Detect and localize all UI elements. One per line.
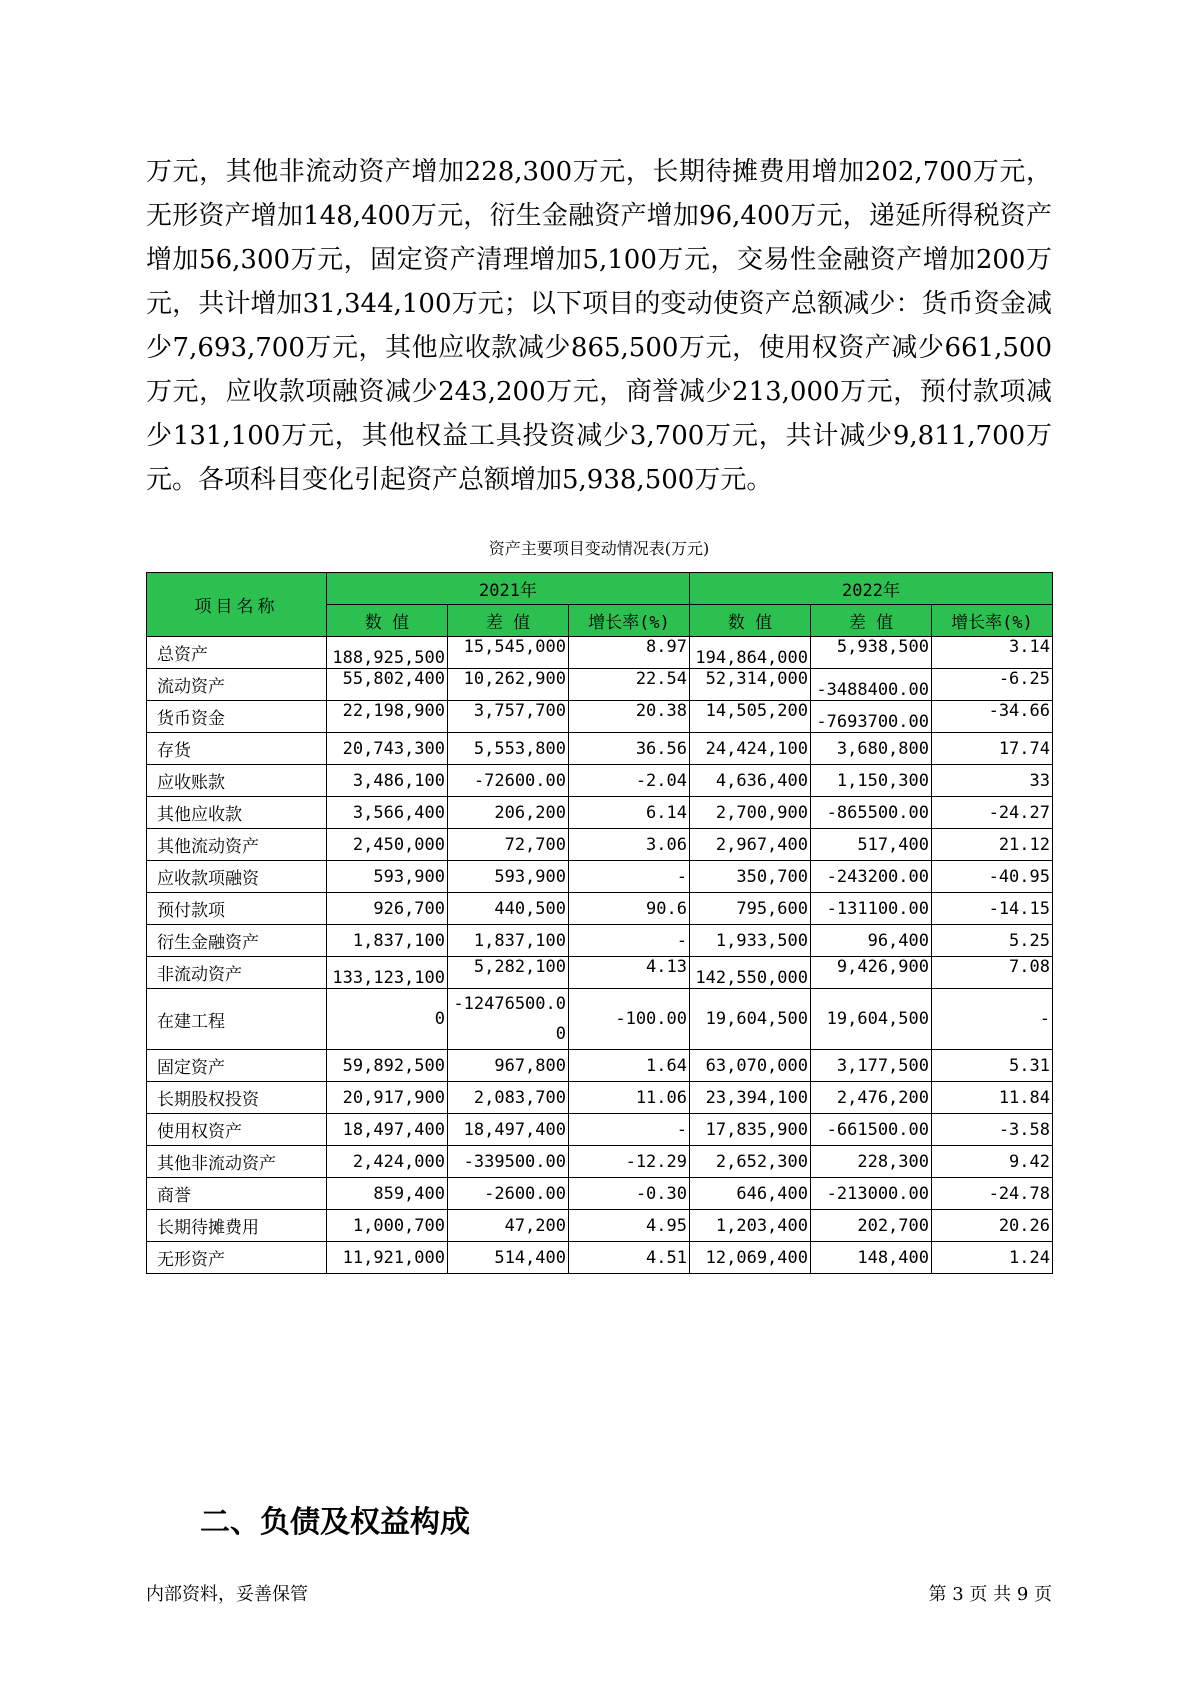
- cell-diff-2022: 517,400: [811, 829, 932, 861]
- cell-diff-2022: 228,300: [811, 1146, 932, 1178]
- cell-rate-2022: 11.84: [932, 1082, 1053, 1114]
- cell-diff-2022: -7693700.00: [811, 701, 932, 733]
- header-year-2022: 2022年: [690, 573, 1053, 605]
- table-row: [147, 1146, 1053, 1178]
- cell-diff-2021: -339500.00: [448, 1146, 569, 1178]
- cell-rate-2022: 5.31: [932, 1050, 1053, 1082]
- header-col-rate-2021: 增长率(%): [569, 605, 690, 637]
- cell-diff-2021: -2600.00: [448, 1178, 569, 1210]
- cell-rate-2022: 20.26: [932, 1210, 1053, 1242]
- cell-rate-2022: -34.66: [932, 701, 1053, 733]
- cell-rate-2021: 4.51: [569, 1242, 690, 1274]
- cell-diff-2022: 3,177,500: [811, 1050, 932, 1082]
- cell-diff-2021: 1,837,100: [448, 925, 569, 957]
- cell-rate-2022: 3.14: [932, 637, 1053, 669]
- row-label: 存货: [147, 733, 327, 765]
- cell-diff-2021: 593,900: [448, 861, 569, 893]
- header-col-value-2021: 数 值: [327, 605, 448, 637]
- cell-value-2021: 59,892,500: [327, 1050, 448, 1082]
- row-label: 固定资产: [147, 1050, 327, 1082]
- header-col-value-2022: 数 值: [690, 605, 811, 637]
- table-row: [147, 925, 1053, 957]
- cell-value-2021: 3,566,400: [327, 797, 448, 829]
- row-label: 其他应收款: [147, 797, 327, 829]
- header-col-rate-2022: 增长率(%): [932, 605, 1053, 637]
- cell-rate-2022: -6.25: [932, 669, 1053, 701]
- cell-value-2022: 19,604,500: [690, 989, 811, 1050]
- table-row: [147, 1242, 1053, 1274]
- header-item-name: 项目名称: [147, 573, 327, 637]
- cell-value-2021: 20,917,900: [327, 1082, 448, 1114]
- cell-diff-2022: -661500.00: [811, 1114, 932, 1146]
- cell-diff-2021: 514,400: [448, 1242, 569, 1274]
- cell-diff-2022: 202,700: [811, 1210, 932, 1242]
- cell-value-2022: 2,700,900: [690, 797, 811, 829]
- header-col-diff-2022: 差 值: [811, 605, 932, 637]
- cell-value-2021: 20,743,300: [327, 733, 448, 765]
- table-row: [147, 797, 1053, 829]
- cell-value-2022: 63,070,000: [690, 1050, 811, 1082]
- header-col-diff-2021: 差 值: [448, 605, 569, 637]
- cell-diff-2022: -213000.00: [811, 1178, 932, 1210]
- cell-value-2022: 17,835,900: [690, 1114, 811, 1146]
- cell-diff-2021: 18,497,400: [448, 1114, 569, 1146]
- row-label: 在建工程: [147, 989, 327, 1050]
- cell-value-2021: 593,900: [327, 861, 448, 893]
- cell-diff-2022: 9,426,900: [811, 957, 932, 989]
- cell-diff-2021: -12476500.00: [448, 989, 569, 1050]
- cell-rate-2022: 17.74: [932, 733, 1053, 765]
- cell-value-2021: 859,400: [327, 1178, 448, 1210]
- cell-rate-2021: 22.54: [569, 669, 690, 701]
- row-label: 应收款项融资: [147, 861, 327, 893]
- table-row: [147, 765, 1053, 797]
- cell-diff-2022: -131100.00: [811, 893, 932, 925]
- cell-diff-2022: 3,680,800: [811, 733, 932, 765]
- cell-diff-2021: 10,262,900: [448, 669, 569, 701]
- cell-rate-2022: 7.08: [932, 957, 1053, 989]
- cell-rate-2021: -2.04: [569, 765, 690, 797]
- cell-rate-2021: 8.97: [569, 637, 690, 669]
- row-label: 无形资产: [147, 1242, 327, 1274]
- cell-diff-2021: 440,500: [448, 893, 569, 925]
- row-label: 应收账款: [147, 765, 327, 797]
- cell-rate-2022: -40.95: [932, 861, 1053, 893]
- cell-rate-2022: 9.42: [932, 1146, 1053, 1178]
- cell-rate-2021: 90.6: [569, 893, 690, 925]
- cell-value-2022: 795,600: [690, 893, 811, 925]
- table-row: [147, 861, 1053, 893]
- cell-value-2021: 2,450,000: [327, 829, 448, 861]
- table-row: [147, 957, 1053, 989]
- cell-diff-2022: -865500.00: [811, 797, 932, 829]
- cell-value-2022: 194,864,000: [690, 637, 811, 669]
- cell-value-2021: 1,837,100: [327, 925, 448, 957]
- cell-diff-2022: 5,938,500: [811, 637, 932, 669]
- cell-diff-2021: 5,282,100: [448, 957, 569, 989]
- cell-diff-2022: 1,150,300: [811, 765, 932, 797]
- cell-rate-2021: -: [569, 1114, 690, 1146]
- cell-rate-2022: -24.78: [932, 1178, 1053, 1210]
- row-label: 衍生金融资产: [147, 925, 327, 957]
- row-label: 总资产: [147, 637, 327, 669]
- row-label: 其他非流动资产: [147, 1146, 327, 1178]
- cell-value-2022: 1,203,400: [690, 1210, 811, 1242]
- cell-value-2022: 1,933,500: [690, 925, 811, 957]
- row-label: 非流动资产: [147, 957, 327, 989]
- cell-value-2022: 350,700: [690, 861, 811, 893]
- cell-diff-2021: 5,553,800: [448, 733, 569, 765]
- section-title: 二、负债及权益构成: [200, 1505, 470, 1540]
- table-row: [147, 1210, 1053, 1242]
- table-row: [147, 733, 1053, 765]
- cell-diff-2022: 19,604,500: [811, 989, 932, 1050]
- cell-rate-2021: -: [569, 861, 690, 893]
- cell-value-2021: 133,123,100: [327, 957, 448, 989]
- cell-value-2021: 2,424,000: [327, 1146, 448, 1178]
- cell-diff-2021: 206,200: [448, 797, 569, 829]
- cell-diff-2021: 967,800: [448, 1050, 569, 1082]
- table-row: [147, 1114, 1053, 1146]
- cell-value-2022: 142,550,000: [690, 957, 811, 989]
- table-row: [147, 893, 1053, 925]
- cell-value-2021: 0: [327, 989, 448, 1050]
- cell-rate-2022: 5.25: [932, 925, 1053, 957]
- table-row: [147, 1082, 1053, 1114]
- cell-diff-2022: 2,476,200: [811, 1082, 932, 1114]
- cell-rate-2021: -: [569, 925, 690, 957]
- asset-change-table: [146, 572, 1053, 1274]
- row-label: 流动资产: [147, 669, 327, 701]
- cell-rate-2021: -12.29: [569, 1146, 690, 1178]
- cell-diff-2022: -243200.00: [811, 861, 932, 893]
- cell-rate-2021: -100.00: [569, 989, 690, 1050]
- cell-rate-2022: 33: [932, 765, 1053, 797]
- cell-rate-2021: 20.38: [569, 701, 690, 733]
- row-label: 预付款项: [147, 893, 327, 925]
- cell-value-2021: 3,486,100: [327, 765, 448, 797]
- table-row: [147, 701, 1053, 733]
- table-row: [147, 989, 1053, 1050]
- row-label: 其他流动资产: [147, 829, 327, 861]
- cell-rate-2021: 4.13: [569, 957, 690, 989]
- table-row: [147, 669, 1053, 701]
- cell-value-2022: 23,394,100: [690, 1082, 811, 1114]
- cell-value-2022: 2,652,300: [690, 1146, 811, 1178]
- cell-rate-2021: 4.95: [569, 1210, 690, 1242]
- cell-rate-2022: -: [932, 989, 1053, 1050]
- table-row: [147, 1050, 1053, 1082]
- cell-rate-2022: -24.27: [932, 797, 1053, 829]
- cell-rate-2021: 36.56: [569, 733, 690, 765]
- cell-rate-2021: 6.14: [569, 797, 690, 829]
- cell-value-2022: 646,400: [690, 1178, 811, 1210]
- cell-diff-2021: 72,700: [448, 829, 569, 861]
- row-label: 长期股权投资: [147, 1082, 327, 1114]
- table-row: [147, 829, 1053, 861]
- cell-rate-2022: -14.15: [932, 893, 1053, 925]
- cell-rate-2022: 21.12: [932, 829, 1053, 861]
- cell-value-2021: 1,000,700: [327, 1210, 448, 1242]
- cell-rate-2021: -0.30: [569, 1178, 690, 1210]
- cell-diff-2022: 96,400: [811, 925, 932, 957]
- cell-rate-2022: 1.24: [932, 1242, 1053, 1274]
- cell-value-2022: 12,069,400: [690, 1242, 811, 1274]
- cell-rate-2021: 11.06: [569, 1082, 690, 1114]
- cell-value-2021: 188,925,500: [327, 637, 448, 669]
- table-row: [147, 637, 1053, 669]
- cell-value-2021: 11,921,000: [327, 1242, 448, 1274]
- cell-diff-2021: 2,083,700: [448, 1082, 569, 1114]
- cell-value-2022: 52,314,000: [690, 669, 811, 701]
- cell-diff-2022: -3488400.00: [811, 669, 932, 701]
- row-label: 长期待摊费用: [147, 1210, 327, 1242]
- page-number: 第 3 页 共 9 页: [928, 1584, 1052, 1605]
- cell-value-2022: 14,505,200: [690, 701, 811, 733]
- cell-value-2021: 926,700: [327, 893, 448, 925]
- cell-rate-2022: -3.58: [932, 1114, 1053, 1146]
- cell-diff-2021: -72600.00: [448, 765, 569, 797]
- row-label: 商誉: [147, 1178, 327, 1210]
- cell-rate-2021: 3.06: [569, 829, 690, 861]
- table-row: [147, 1178, 1053, 1210]
- cell-value-2022: 2,967,400: [690, 829, 811, 861]
- cell-diff-2021: 15,545,000: [448, 637, 569, 669]
- cell-value-2021: 55,802,400: [327, 669, 448, 701]
- footer-confidential-note: 内部资料，妥善保管: [146, 1584, 308, 1605]
- cell-diff-2022: 148,400: [811, 1242, 932, 1274]
- row-label: 使用权资产: [147, 1114, 327, 1146]
- table-caption: 资产主要项目变动情况表(万元): [488, 539, 710, 558]
- row-label: 货币资金: [147, 701, 327, 733]
- cell-value-2022: 24,424,100: [690, 733, 811, 765]
- body-paragraph: 万元，其他非流动资产增加228,300万元，长期待摊费用增加202,700万元，无形资产增加148,400万元，衍生金融资产增加96,400万元，递延所得税资产增加56,300万元，固定资产清理增加5,100万元，交易性金融资产增加200万元，共计增加31,344,100万元；以下项目的变动使资产总额减少：货币资金减少7,693,700万元，其他应收款减少865,500万元，使用权资产减少661,500万元，应收款项融资减少243,200万元，商誉减少213,000万元，预付款项减少131,100万元，其他权益工具投资减少3,700万元，共计减少9,811,700万元。各项科目变化引起资产总额增加5,938,500万元。: [146, 157, 1052, 495]
- cell-value-2021: 22,198,900: [327, 701, 448, 733]
- header-year-2021: 2021年: [327, 573, 690, 605]
- cell-value-2022: 4,636,400: [690, 765, 811, 797]
- cell-diff-2021: 3,757,700: [448, 701, 569, 733]
- cell-rate-2021: 1.64: [569, 1050, 690, 1082]
- cell-value-2021: 18,497,400: [327, 1114, 448, 1146]
- cell-diff-2021: 47,200: [448, 1210, 569, 1242]
